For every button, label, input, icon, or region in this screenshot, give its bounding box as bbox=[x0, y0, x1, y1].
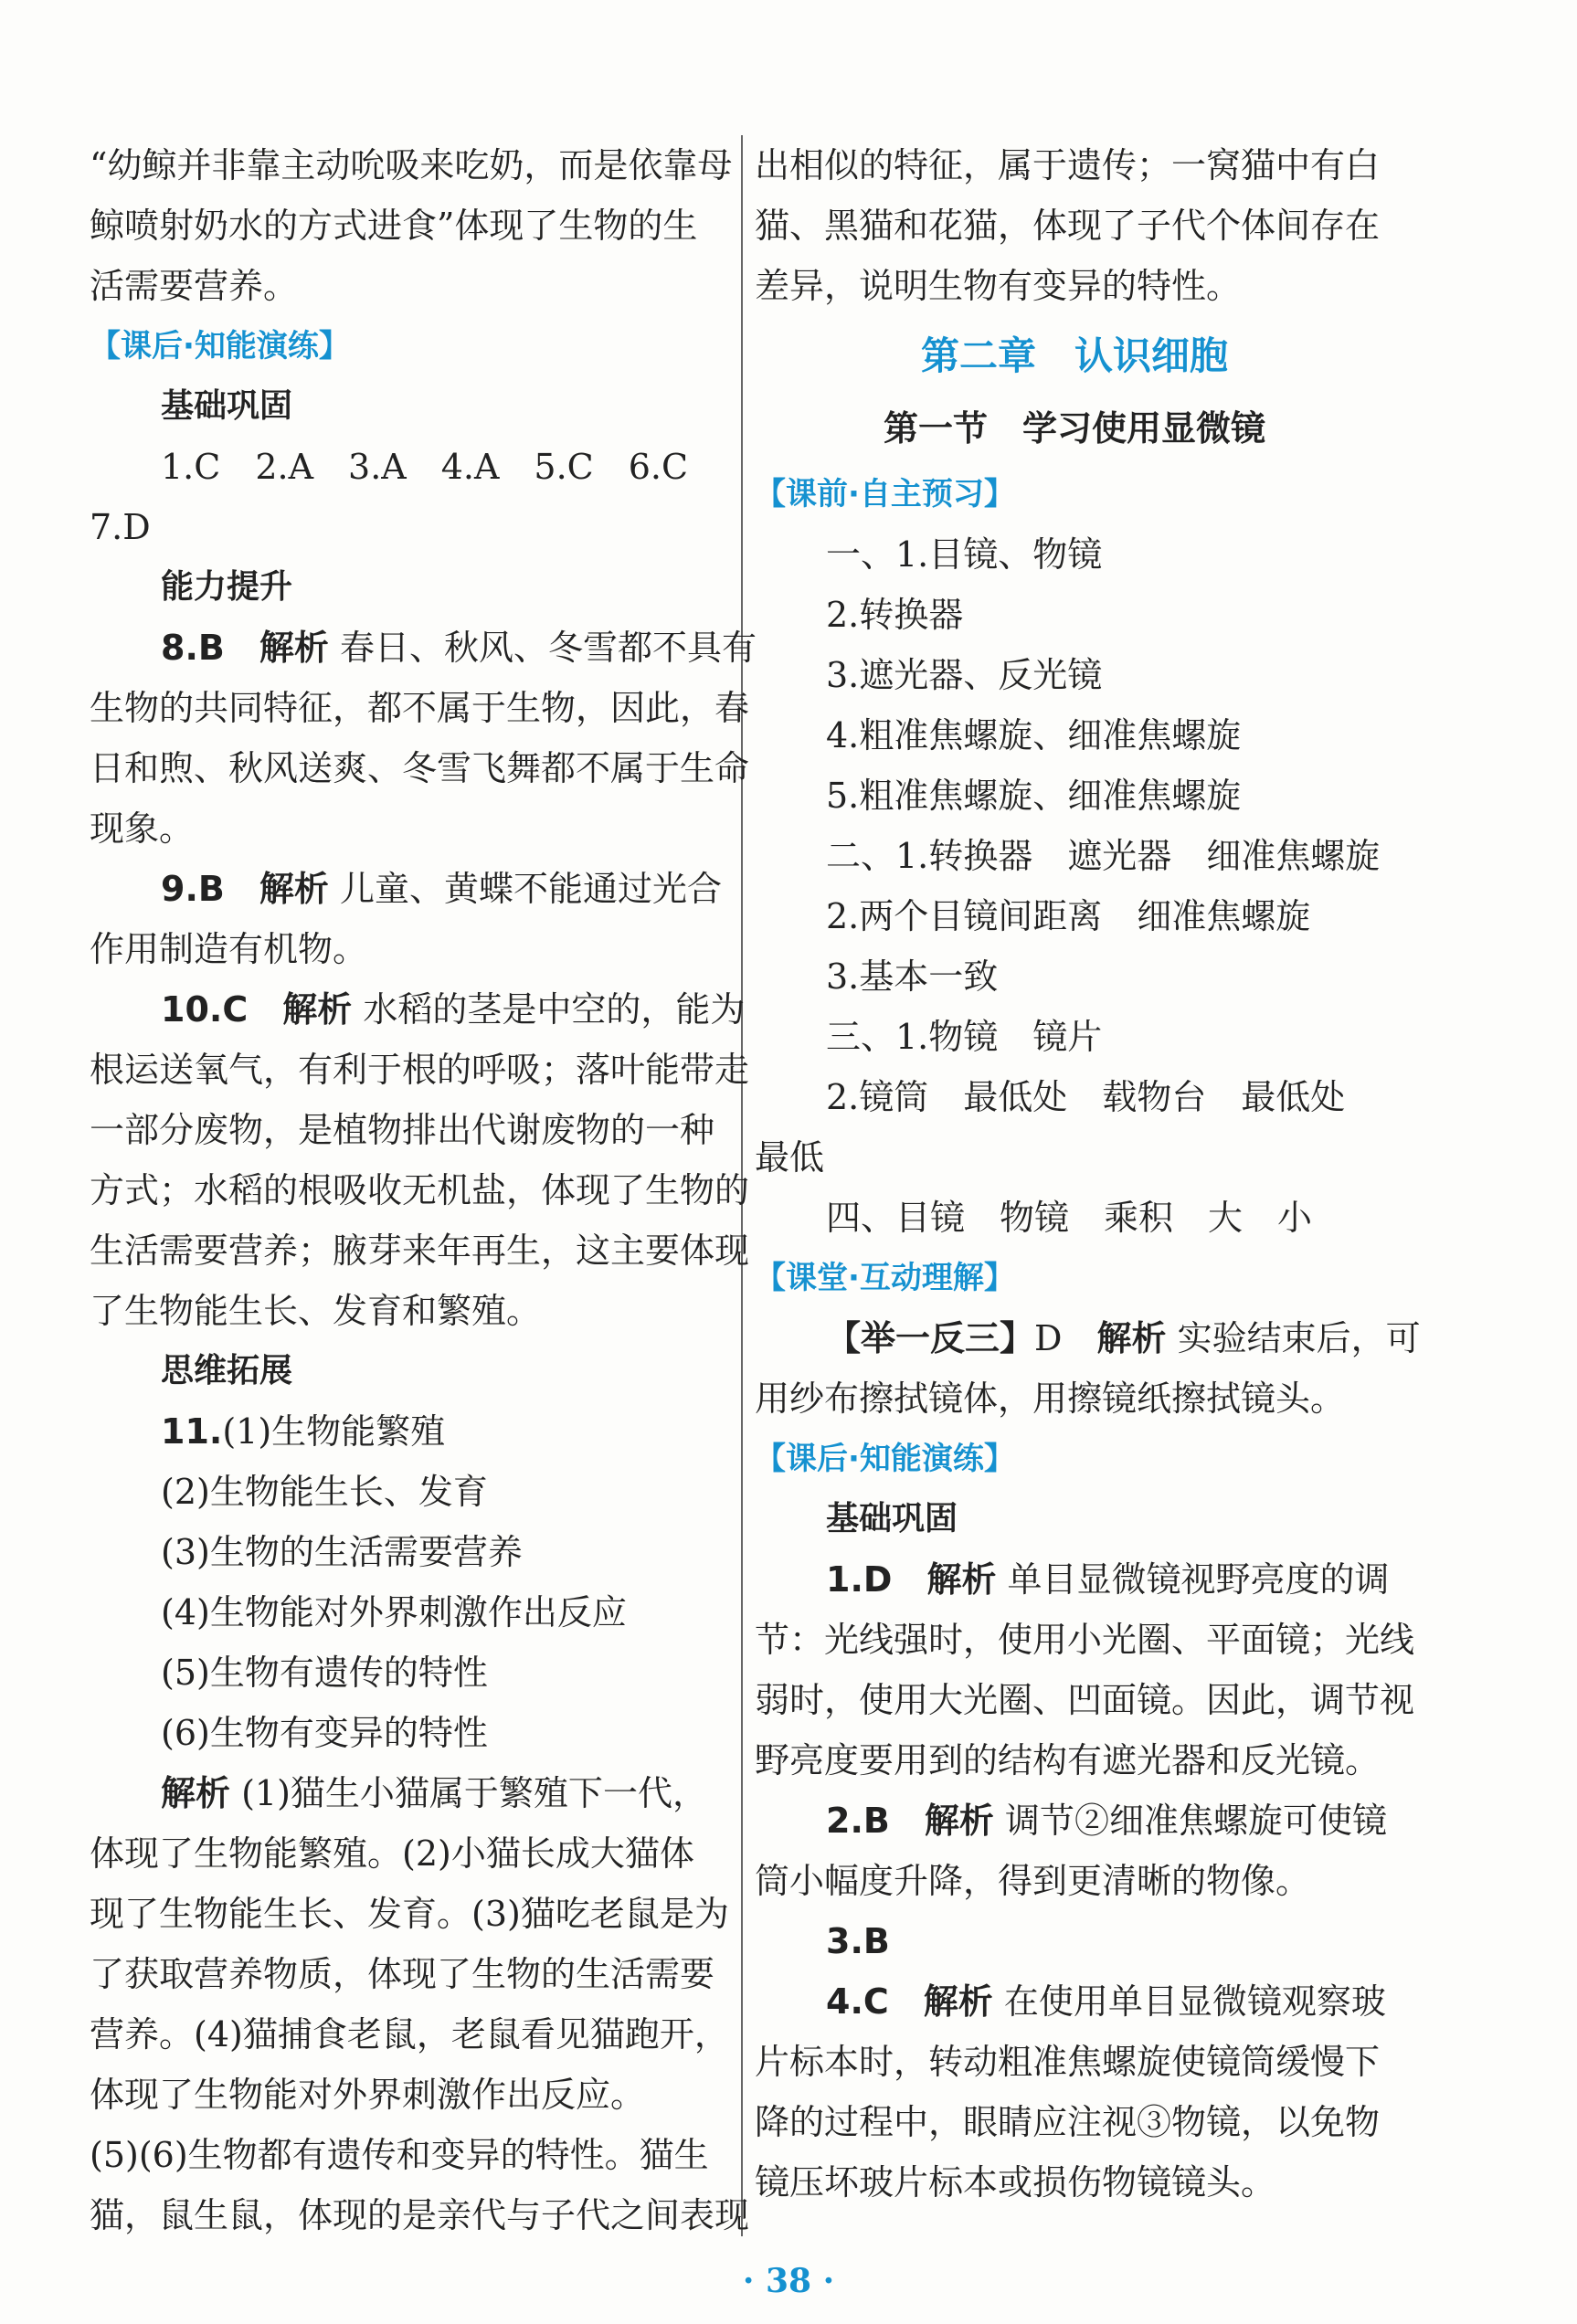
text-line: 筒小幅度升降，得到更清晰的物像。 bbox=[755, 1861, 1311, 1901]
answer-item: 2.镜筒 最低处 载物台 最低处 bbox=[826, 1077, 1346, 1117]
subheading-ability: 能力提升 bbox=[161, 568, 293, 606]
answer-item: 三、1.物镜 镜片 bbox=[826, 1017, 1103, 1057]
example-answer: D bbox=[1034, 1318, 1063, 1358]
text-line: “幼鲸并非靠主动吮吸来吃奶，而是依靠母 bbox=[90, 145, 733, 185]
analysis-label: 解析 bbox=[259, 628, 329, 668]
analysis-label: 解析 bbox=[923, 1981, 993, 2022]
text-line: 镜压坏玻片标本或损伤物镜镜头。 bbox=[755, 2162, 1276, 2203]
question-number: 3.B bbox=[826, 1921, 890, 1961]
question-10 bbox=[90, 979, 746, 1040]
text-line: 出相似的特征，属于遗传；一窝猫中有白 bbox=[755, 145, 1381, 185]
analysis-text: 春日、秋风、冬雪都不具有 bbox=[339, 628, 757, 668]
question-3 bbox=[755, 1911, 1394, 1971]
analysis-label: 解析 bbox=[926, 1559, 997, 1600]
section-label-in-class: 【课堂·互动理解】 bbox=[755, 1260, 1015, 1296]
question-number: 9.B bbox=[161, 869, 225, 909]
text-line: 了生物能生长、发育和繁殖。 bbox=[90, 1291, 542, 1331]
text-line: 野亮度要用到的结构有遮光器和反光镜。 bbox=[755, 1740, 1381, 1780]
analysis-label: 解析 bbox=[924, 1801, 994, 1841]
answer-item: (6)生物有变异的特性 bbox=[161, 1713, 488, 1753]
subheading-extension: 思维拓展 bbox=[161, 1352, 293, 1389]
question-number: 10.C bbox=[161, 989, 249, 1030]
answer-item: (2)生物能生长、发育 bbox=[161, 1472, 488, 1512]
answer-item: (5)生物有遗传的特性 bbox=[161, 1653, 488, 1693]
question-number: 11. bbox=[161, 1411, 223, 1452]
text-line: 活需要营养。 bbox=[90, 266, 299, 306]
answer-item: 二、1.转换器 遮光器 细准焦螺旋 bbox=[826, 836, 1381, 876]
text-line: 了获取营养物质，体现了生物的生活需要 bbox=[90, 1954, 715, 1994]
section-label-after-class: 【课后·知能演练】 bbox=[90, 328, 350, 364]
question-4 bbox=[755, 1971, 1394, 2032]
text-line: 猫、黑猫和花猫，体现了子代个体间存在 bbox=[755, 206, 1381, 246]
subheading-basic: 基础巩固 bbox=[161, 387, 293, 425]
answers-row: 1.C 2.A 3.A 4.A 5.C 6.C bbox=[161, 447, 689, 487]
text-line: 体现了生物能对外界刺激作出反应。 bbox=[90, 2075, 646, 2115]
text-line: 现象。 bbox=[90, 808, 195, 849]
text-line: 片标本时，转动粗准焦螺旋使镜筒缓慢下 bbox=[755, 2042, 1381, 2082]
text-line: 日和煦、秋风送爽、冬雪飞舞都不属于生命 bbox=[90, 748, 750, 788]
analysis-text: (1)猫生小猫属于繁殖下一代， bbox=[241, 1773, 707, 1813]
question-9 bbox=[90, 859, 729, 919]
section-label-pre-class: 【课前·自主预习】 bbox=[755, 476, 1015, 512]
answer-item: 4.粗准焦螺旋、细准焦螺旋 bbox=[826, 715, 1242, 755]
text-line: 根运送氧气，有利于根的呼吸；落叶能带走 bbox=[90, 1050, 750, 1090]
question-number: 2.B bbox=[826, 1801, 890, 1841]
left-column bbox=[90, 135, 757, 2245]
answer-item: (4)生物能对外界刺激作出反应 bbox=[161, 1592, 627, 1632]
answer-item: 最低 bbox=[755, 1137, 825, 1178]
text-line: 用纱布擦拭镜体，用擦镜纸擦拭镜头。 bbox=[755, 1379, 1346, 1419]
analysis-text: 调节②细准焦螺旋可使镜 bbox=[1004, 1801, 1387, 1841]
page-number: · 38 · bbox=[742, 2262, 835, 2300]
text-line: 一部分废物，是植物排出代谢废物的一种 bbox=[90, 1110, 715, 1150]
subheading-basic: 基础巩固 bbox=[826, 1500, 958, 1537]
text-line: 营养。(4)猫捕食老鼠，老鼠看见猫跑开， bbox=[90, 2014, 729, 2055]
text-line: 现了生物能生长、发育。(3)猫吃老鼠是为 bbox=[90, 1894, 729, 1934]
answer-item: 5.粗准焦螺旋、细准焦螺旋 bbox=[826, 776, 1242, 816]
question-number: 4.C bbox=[826, 1981, 889, 2022]
text-line: 生活需要营养；腋芽来年再生，这主要体现 bbox=[90, 1231, 750, 1271]
text-line: 生物的共同特征，都不属于生物，因此，春 bbox=[90, 688, 750, 728]
question-1 bbox=[755, 1549, 1394, 1610]
right-column bbox=[755, 135, 1421, 2213]
example-tag: 【举一反三】 bbox=[826, 1318, 1035, 1358]
answer-item: 3.遮光器、反光镜 bbox=[826, 655, 1103, 695]
analysis-label: 解析 bbox=[1096, 1318, 1167, 1358]
text-line: (5)(6)生物都有遗传和变异的特性。猫生 bbox=[90, 2135, 709, 2175]
text-line: 降的过程中，眼睛应注视③物镜，以免物 bbox=[755, 2102, 1381, 2142]
analysis-11 bbox=[90, 1763, 729, 1823]
answer-item: 2.两个目镜间距离 细准焦螺旋 bbox=[826, 896, 1311, 936]
question-number: 1.D bbox=[826, 1559, 893, 1600]
analysis-text: 水稻的茎是中空的，能为 bbox=[363, 989, 746, 1030]
text-line: 体现了生物能繁殖。(2)小猫长成大猫体 bbox=[90, 1833, 694, 1874]
section-label-after-class: 【课后·知能演练】 bbox=[755, 1441, 1015, 1477]
analysis-text: 单目显微镜视野亮度的调 bbox=[1007, 1559, 1390, 1600]
question-11 bbox=[90, 1401, 729, 1462]
answer-item: (1)生物能繁殖 bbox=[222, 1411, 446, 1452]
analysis-text: 实验结束后，可 bbox=[1177, 1318, 1421, 1358]
text-line: 差异，说明生物有变异的特性。 bbox=[755, 266, 1242, 306]
answer-item: 3.基本一致 bbox=[826, 956, 999, 997]
analysis-label: 解析 bbox=[259, 869, 329, 909]
analysis-label: 解析 bbox=[161, 1773, 231, 1813]
answers-row: 7.D bbox=[90, 507, 151, 547]
example-question bbox=[755, 1308, 1421, 1368]
analysis-label: 解析 bbox=[282, 989, 353, 1030]
text-line: 方式；水稻的根吸收无机盐，体现了生物的 bbox=[90, 1170, 750, 1210]
question-8 bbox=[90, 618, 757, 678]
text-line: 作用制造有机物。 bbox=[90, 929, 368, 969]
section-title: 第一节 学习使用显微镜 bbox=[883, 408, 1265, 449]
question-2 bbox=[755, 1791, 1394, 1851]
question-number: 8.B bbox=[161, 628, 225, 668]
text-line: 猫，鼠生鼠，体现的是亲代与子代之间表现 bbox=[90, 2195, 750, 2235]
text-line: 节：光线强时，使用小光圈、平面镜；光线 bbox=[755, 1620, 1415, 1660]
analysis-text: 儿童、黄蝶不能通过光合 bbox=[339, 869, 722, 909]
chapter-title: 第二章 认识细胞 bbox=[920, 333, 1228, 378]
answer-item: 2.转换器 bbox=[826, 595, 964, 635]
answer-item: 四、目镜 物镜 乘积 大 小 bbox=[826, 1198, 1313, 1238]
text-line: 鲸喷射奶水的方式进食”体现了生物的生 bbox=[90, 206, 698, 246]
answer-item: 一、1.目镜、物镜 bbox=[826, 534, 1103, 575]
answer-item: (3)生物的生活需要营养 bbox=[161, 1532, 523, 1572]
analysis-text: 在使用单目显微镜观察玻 bbox=[1003, 1981, 1386, 2022]
text-line: 弱时，使用大光圈、凹面镜。因此，调节视 bbox=[755, 1680, 1415, 1720]
